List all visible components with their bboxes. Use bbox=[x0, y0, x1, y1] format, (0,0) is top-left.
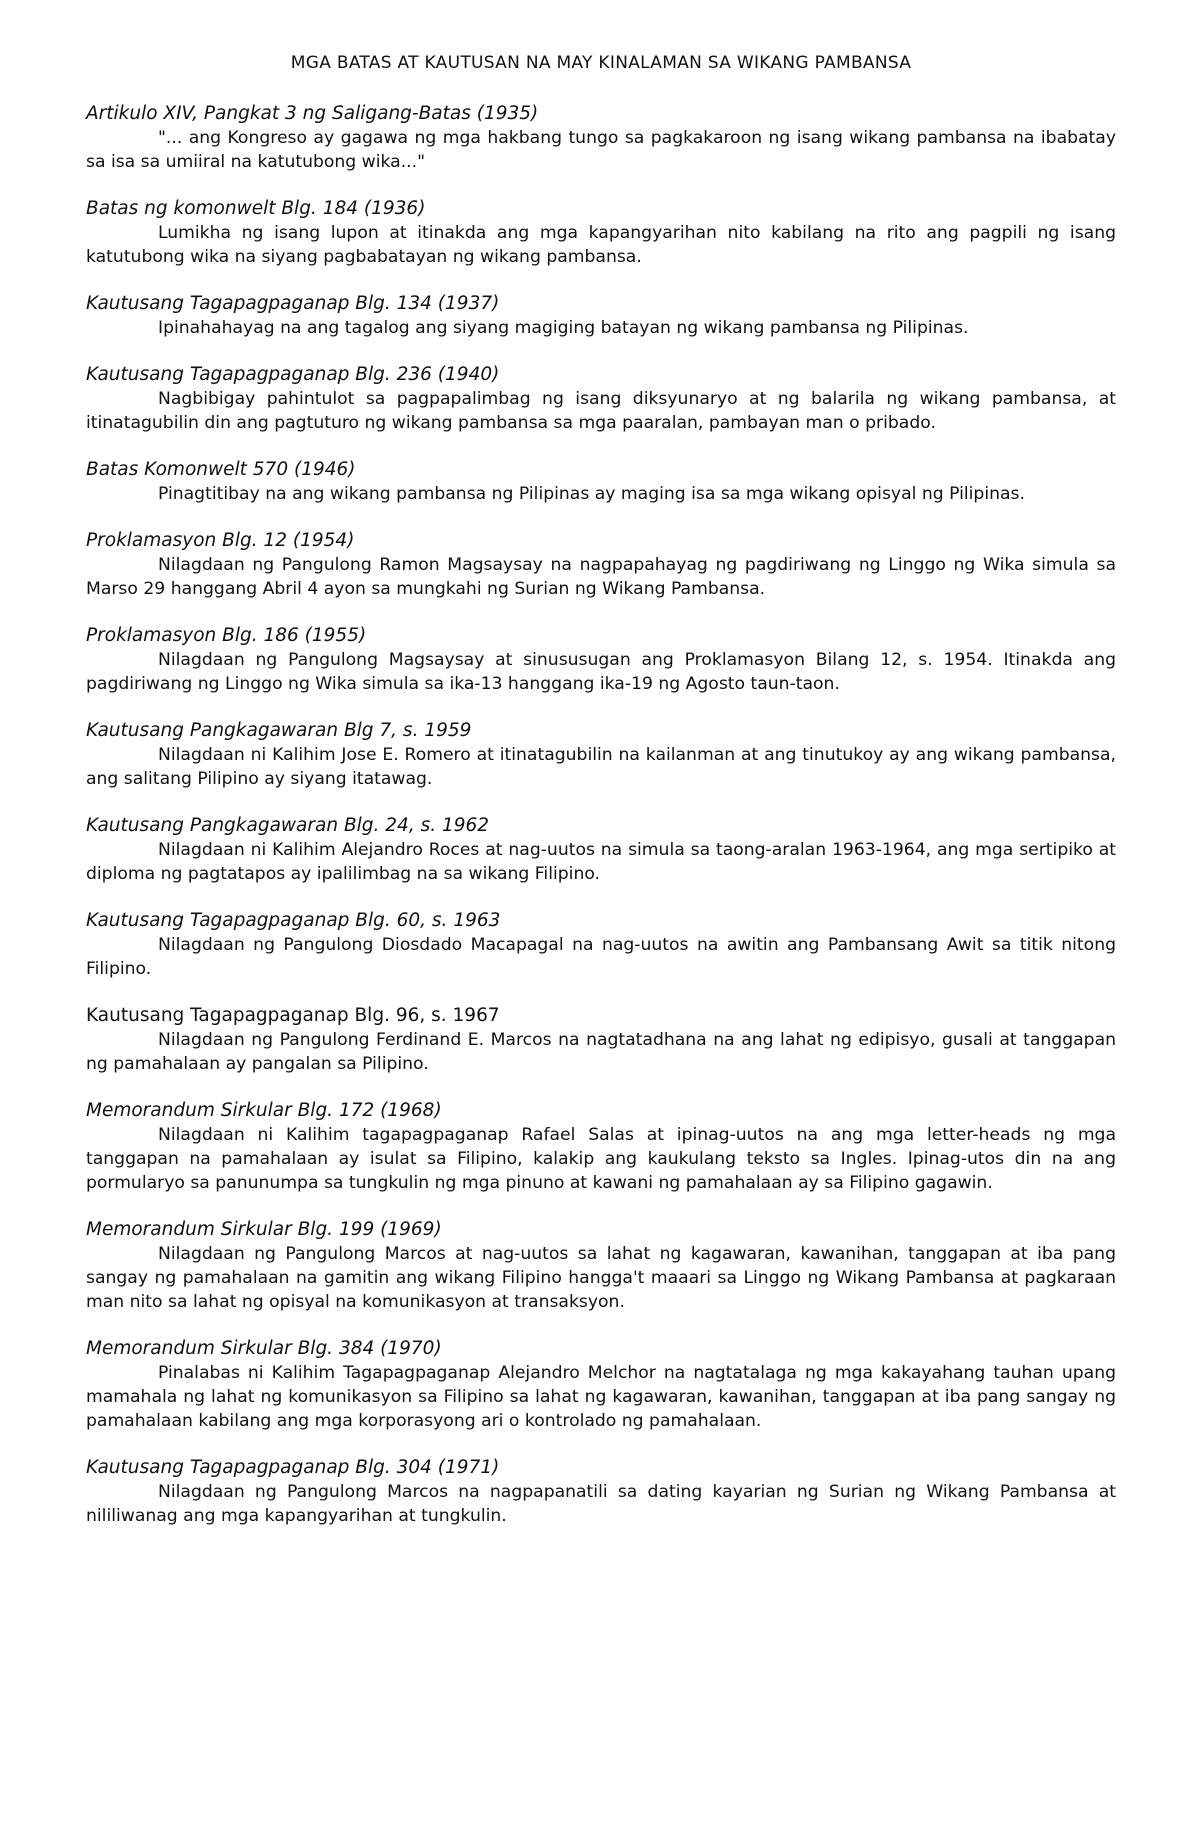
entry-heading: Batas Komonwelt 570 (1946) bbox=[86, 459, 356, 480]
entry-heading: Batas ng komonwelt Blg. 184 (1936) bbox=[86, 198, 426, 219]
entry-heading: Kautusang Tagapagpaganap Blg. 96, s. 1967 bbox=[86, 1005, 500, 1026]
entry-heading: Memorandum Sirkular Blg. 384 (1970) bbox=[86, 1338, 442, 1359]
entry-body: Nagbibigay pahintulot sa pagpapalimbag ng isang diksyunaryo at ng balarila ng wikang pambansa, at itinatagubilin din ang pagtuturo ng wikang pambansa sa mga paaralan, pambayan man o pribado. bbox=[86, 389, 1116, 433]
law-entry bbox=[86, 909, 1116, 981]
document-title: MGA BATAS AT KAUTUSAN NA MAY KINALAMAN SA WIKANG PAMBANSA bbox=[290, 53, 912, 73]
entry-body: Nilagdaan ni Kalihim Alejandro Roces at nag-uutos na simula sa taong-aralan 1963-1964, ang mga sertipiko at diploma ng pagtatapos ay ipalilimbag na sa wikang Filipino. bbox=[86, 840, 1116, 884]
entry-heading: Kautusang Tagapagpaganap Blg. 60, s. 1963 bbox=[86, 910, 501, 931]
law-entry bbox=[86, 458, 1116, 506]
entry-body: Nilagdaan ng Pangulong Ramon Magsaysay na nagpapahayag ng pagdiriwang ng Linggo ng Wika simula sa Marso 29 hanggang Abril 4 ayon sa mungkahi ng Surian ng Wikang Pambansa. bbox=[86, 555, 1116, 599]
entry-heading: Kautusang Tagapagpaganap Blg. 134 (1937) bbox=[86, 293, 500, 314]
entry-heading: Artikulo XIV, Pangkat 3 ng Saligang-Batas (1935) bbox=[86, 103, 539, 124]
entry-body: Nilagdaan ni Kalihim tagapagpaganap Rafael Salas at ipinag-uutos na ang mga letter-heads ng mga tanggapan na pamahalaan ay isulat sa Filipino, kalakip ang kaukulang teksto sa Ingles. Ipinag-utos din na ang pormularyo sa panunumpa sa tungkulin ng mga pinuno at kawani ng pamahalaan ay sa Filipino gagawin. bbox=[86, 1125, 1116, 1193]
law-entry bbox=[86, 719, 1116, 791]
law-entry bbox=[86, 814, 1116, 886]
entry-heading: Memorandum Sirkular Blg. 199 (1969) bbox=[86, 1219, 442, 1240]
law-entry bbox=[86, 1099, 1116, 1195]
entry-body: Pinagtitibay na ang wikang pambansa ng Pilipinas ay maging isa sa mga wikang opisyal ng Pilipinas. bbox=[158, 484, 1025, 504]
entry-body: Nilagdaan ng Pangulong Ferdinand E. Marcos na nagtatadhana na ang lahat ng edipisyo, gusali at tanggapan ng pamahalaan ay pangalan sa Pilipino. bbox=[86, 1030, 1116, 1074]
entry-body: Ipinahahayag na ang tagalog ang siyang magiging batayan ng wikang pambansa ng Pilipinas. bbox=[158, 318, 969, 338]
entry-heading: Kautusang Pangkagawaran Blg 7, s. 1959 bbox=[86, 720, 472, 741]
entry-heading: Proklamasyon Blg. 12 (1954) bbox=[86, 530, 355, 551]
law-entry bbox=[86, 102, 1116, 174]
entry-body: Nilagdaan ng Pangulong Magsaysay at sinususugan ang Proklamasyon Bilang 12, s. 1954. Itinakda ang pagdiriwang ng Linggo ng Wika simula sa ika-13 hanggang ika-19 ng Agosto taun-taon. bbox=[86, 650, 1116, 694]
law-entry bbox=[86, 624, 1116, 696]
law-entry bbox=[86, 197, 1116, 269]
entry-body: Nilagdaan ni Kalihim Jose E. Romero at itinatagubilin na kailanman at ang tinutukoy ay ang wikang pambansa, ang salitang Pilipino ay siyang itatawag. bbox=[86, 745, 1116, 789]
entry-body: "... ang Kongreso ay gagawa ng mga hakbang tungo sa pagkakaroon ng isang wikang pambansa na ibabatay sa isa sa umiiral na katutubong wika..." bbox=[86, 128, 1116, 172]
entry-body: Lumikha ng isang lupon at itinakda ang mga kapangyarihan nito kabilang na rito ang pagpili ng isang katutubong wika na siyang pagbabatayan ng wikang pambansa. bbox=[86, 223, 1116, 267]
law-entry bbox=[86, 529, 1116, 601]
law-entry bbox=[86, 292, 1116, 340]
entry-heading: Memorandum Sirkular Blg. 172 (1968) bbox=[86, 1100, 442, 1121]
law-entry bbox=[86, 1218, 1116, 1314]
entry-body: Nilagdaan ng Pangulong Marcos at nag-uutos sa lahat ng kagawaran, kawanihan, tanggapan at iba pang sangay ng pamahalaan na gamitin ang wikang Filipino hangga't maaari sa Linggo ng Wikang Pambansa at pagkaraan man nito sa lahat ng opisyal na komunikasyon at transaksyon. bbox=[86, 1244, 1116, 1312]
entry-heading: Kautusang Tagapagpaganap Blg. 236 (1940) bbox=[86, 364, 500, 385]
entry-body: Nilagdaan ng Pangulong Marcos na nagpapanatili sa dating kayarian ng Surian ng Wikang Pambansa at nililiwanag ang mga kapangyarihan at tungkulin. bbox=[86, 1482, 1116, 1526]
entry-body: Pinalabas ni Kalihim Tagapagpaganap Alejandro Melchor na nagtatalaga ng mga kakayahang tauhan upang mamahala ng lahat ng komunikasyon sa Filipino sa lahat ng kagawaran, kawanihan, tanggapan at iba pang sangay ng pamahalaan kabilang ang mga korporasyong ari o kontrolado ng pamahalaan. bbox=[86, 1363, 1116, 1431]
entry-body: Nilagdaan ng Pangulong Diosdado Macapagal na nag-uutos na awitin ang Pambansang Awit sa titik nitong Filipino. bbox=[86, 935, 1116, 979]
law-entry bbox=[86, 1456, 1116, 1528]
entry-heading: Kautusang Pangkagawaran Blg. 24, s. 1962 bbox=[86, 815, 490, 836]
law-entry bbox=[86, 1004, 1116, 1076]
document-page bbox=[86, 52, 1116, 1551]
law-entry bbox=[86, 363, 1116, 435]
entry-heading: Proklamasyon Blg. 186 (1955) bbox=[86, 625, 367, 646]
entry-heading: Kautusang Tagapagpaganap Blg. 304 (1971) bbox=[86, 1457, 500, 1478]
law-entry bbox=[86, 1337, 1116, 1433]
